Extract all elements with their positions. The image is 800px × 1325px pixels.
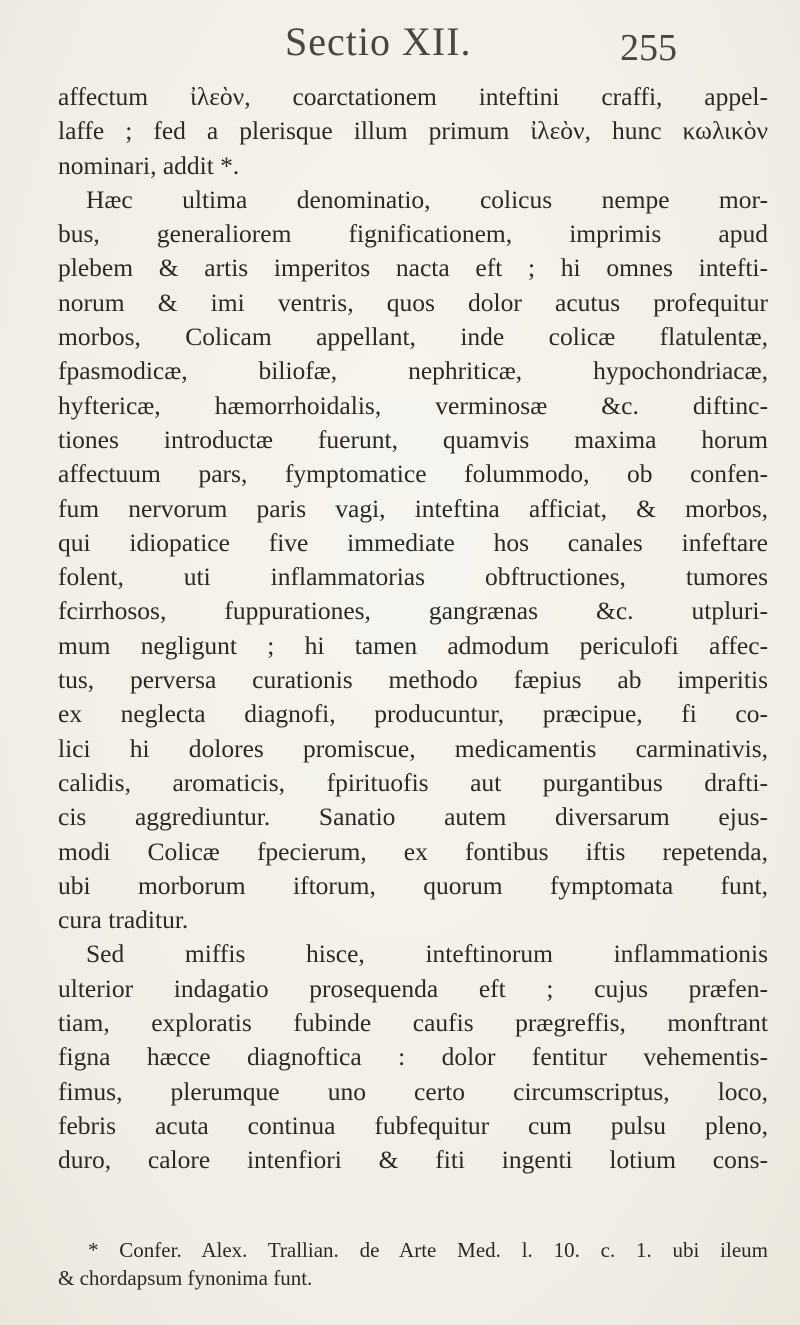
- text-line: norum & imi ventris, quos dolor acutus profequitur: [58, 287, 768, 317]
- text-line: ubi morborum iftorum, quorum fymptomata funt,: [58, 870, 768, 900]
- text-line: fpasmodicæ, biliofæ, nephriticæ, hypochondriacæ,: [58, 356, 768, 386]
- text-line: modi Colicæ fpecierum, ex fontibus iftis repetenda,: [58, 836, 768, 866]
- text-line: hyftericæ, hæmorrhoidalis, verminosæ &c. diftinc-: [58, 390, 768, 420]
- text-line: laffe ; fed a plerisque illum primum ἰλεὸν, hunc κωλικὸν: [58, 116, 768, 146]
- footnote: [58, 1236, 768, 1292]
- text-line: tus, perversa curationis methodo fæpius ab imperitis: [58, 665, 768, 695]
- text-line: cura traditur.: [58, 905, 189, 935]
- text-line: affectum ἰλεὸν, coarctationem inteftini craffi, appel-: [58, 82, 768, 111]
- text-line: folent, uti inflammatorias obftructiones, tumores: [58, 562, 768, 592]
- text-line: mum negligunt ; hi tamen admodum periculofi affec-: [58, 630, 768, 660]
- text-line: ulterior indagatio prosequenda eft ; cujus præfen-: [58, 973, 768, 1003]
- text-line: fum nervorum paris vagi, inteftina afficiat, & morbos,: [58, 493, 768, 523]
- footnote-line: * Confer. Alex. Trallian. de Arte Med. l. 10. c. 1. ubi ileum: [88, 1238, 768, 1262]
- text-line: ex neglecta diagnofi, producuntur, præcipue, fi co-: [58, 699, 768, 729]
- text-line: bus, generaliorem fignificationem, imprimis apud: [58, 219, 768, 249]
- text-line: tiones introductæ fuerunt, quamvis maxima horum: [58, 424, 768, 454]
- running-head: Sectio XII.: [285, 19, 472, 64]
- text-line: plebem & artis imperitos nacta eft ; hi omnes intefti-: [58, 253, 768, 283]
- text-line: tiam, exploratis fubinde caufis prægreffis, monftrant: [58, 1008, 768, 1038]
- text-line: duro, calore intenfiori & fiti ingenti lotium cons-: [58, 1145, 768, 1175]
- text-line: febris acuta continua fubfequitur cum pulsu pleno,: [58, 1110, 768, 1140]
- page-number: 255: [620, 27, 677, 69]
- text-line: affectuum pars, fymptomatice folummodo, ob confen-: [58, 459, 768, 489]
- body-text: [58, 80, 768, 1178]
- text-line: cis aggrediuntur. Sanatio autem diversarum ejus-: [58, 802, 768, 832]
- text-line: fimus, plerumque uno certo circumscriptus, loco,: [58, 1076, 768, 1106]
- text-line: lici hi dolores promiscue, medicamentis carminativis,: [58, 733, 768, 763]
- text-line: figna hæcce diagnoftica : dolor fentitur vehementis-: [58, 1042, 768, 1072]
- text-line: Sed miffis hisce, inteftinorum inflammationis: [86, 939, 768, 969]
- text-line: Hæc ultima denominatio, colicus nempe mor-: [86, 184, 768, 214]
- text-line: morbos, Colicam appellant, inde colicæ flatulentæ,: [58, 322, 768, 352]
- text-line: qui idiopatice five immediate hos canales infeftare: [58, 527, 768, 557]
- text-line: fcirrhosos, fuppurationes, gangrænas &c. utpluri-: [58, 596, 768, 626]
- text-line: nominari, addit *.: [58, 150, 240, 180]
- page-header: [0, 16, 800, 76]
- footnote-line: & chordapsum fynonima funt.: [58, 1266, 313, 1290]
- text-line: calidis, aromaticis, fpirituofis aut purgantibus drafti-: [58, 767, 768, 797]
